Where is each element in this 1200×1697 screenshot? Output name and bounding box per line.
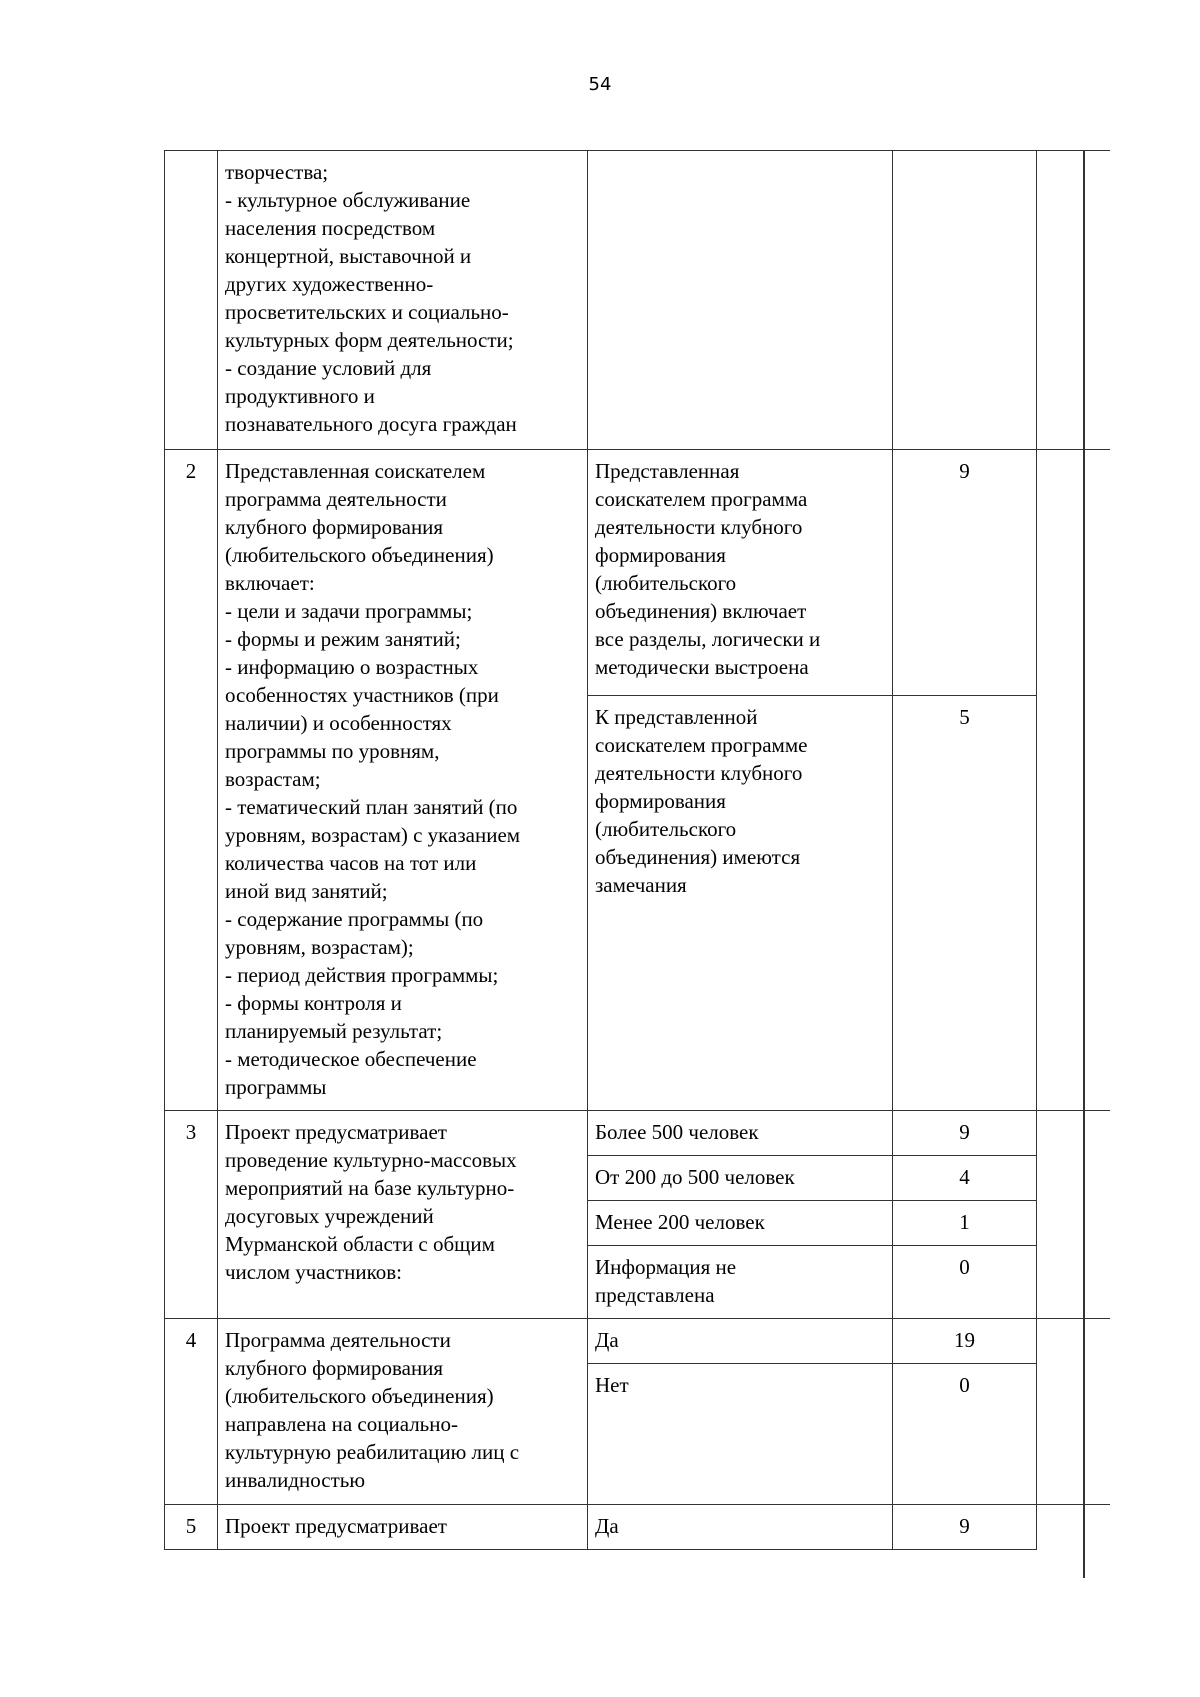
score-cell: 19 <box>893 1319 1037 1364</box>
score-cell: 9 <box>893 1505 1037 1550</box>
criterion-line: - формы контроля и <box>225 991 402 1015</box>
criterion-line: возрастам; <box>225 767 321 791</box>
criterion-line: уровням, возрастам); <box>225 935 414 959</box>
row-number-cell: 4 <box>165 1319 218 1505</box>
criterion-line: просветительских и социально- <box>225 300 509 324</box>
criterion-line: уровням, возрастам) с указанием <box>225 823 521 847</box>
option-line: От 200 до 500 человек <box>595 1165 795 1189</box>
score-cell: 4 <box>893 1156 1037 1201</box>
criterion-line: инвалидностью <box>225 1468 366 1492</box>
criterion-line: - содержание программы (по <box>225 907 484 931</box>
score-cell: 0 <box>893 1364 1037 1505</box>
criterion-line: клубного формирования <box>225 1356 444 1380</box>
criterion-line: особенностях участников (при <box>225 683 499 707</box>
row-number-cell: 2 <box>165 450 218 1111</box>
criterion-line: программы по уровням, <box>225 739 440 763</box>
option-line: все разделы, логически и <box>595 627 821 651</box>
criterion-line: населения посредством <box>225 216 436 240</box>
row-number-cell: 5 <box>165 1505 218 1550</box>
option-cell <box>588 1156 893 1201</box>
option-line: К представленной <box>595 705 758 729</box>
criterion-line: продуктивного и <box>225 384 375 408</box>
criterion-cell <box>218 450 588 1111</box>
option-line: (любительского <box>595 817 737 841</box>
criterion-line: Проект предусматривает <box>225 1120 447 1144</box>
score-cell: 1 <box>893 1201 1037 1246</box>
criterion-line: (любительского объединения) <box>225 543 494 567</box>
criterion-cell <box>218 1319 588 1505</box>
option-cell <box>588 1364 893 1505</box>
option-line: формирования <box>595 789 726 813</box>
criterion-line: - культурное обслуживание <box>225 188 471 212</box>
score-cell: 5 <box>893 696 1037 1111</box>
option-line: Представленная <box>595 459 740 483</box>
criterion-line: количества часов на тот или <box>225 851 477 875</box>
notes-cell <box>1037 1319 1111 1505</box>
criterion-line: других художественно- <box>225 272 434 296</box>
row-number-cell: 3 <box>165 1111 218 1319</box>
criterion-line: проведение культурно-массовых <box>225 1148 517 1172</box>
criterion-line: иной вид занятий; <box>225 879 388 903</box>
score-cell: 0 <box>893 1246 1037 1319</box>
criterion-line: включает: <box>225 571 315 595</box>
option-line: объединения) имеются <box>595 845 801 869</box>
table-row <box>165 151 1111 450</box>
notes-cell <box>1037 1505 1111 1550</box>
notes-cell <box>1037 1111 1111 1319</box>
table-row <box>165 1319 1111 1364</box>
option-cell <box>588 151 893 450</box>
option-line: деятельности клубного <box>595 761 803 785</box>
criterion-line: творчества; <box>225 160 329 184</box>
option-line: Более 500 человек <box>595 1120 759 1144</box>
criterion-line: - информацию о возрастных <box>225 655 479 679</box>
criterion-cell <box>218 1111 588 1319</box>
criterion-line: клубного формирования <box>225 515 444 539</box>
option-line: Да <box>595 1328 619 1352</box>
option-line: объединения) включает <box>595 599 807 623</box>
score-cell: 9 <box>893 450 1037 696</box>
option-line: Менее 200 человек <box>595 1210 765 1234</box>
option-line: Нет <box>595 1373 629 1397</box>
option-cell <box>588 696 893 1111</box>
option-cell <box>588 1246 893 1319</box>
criterion-line: планируемый результат; <box>225 1019 443 1043</box>
criterion-line: концертной, выставочной и <box>225 244 472 268</box>
criterion-line: - создание условий для <box>225 356 432 380</box>
criterion-line: числом участников: <box>225 1260 402 1284</box>
criterion-line: - формы и режим занятий; <box>225 627 461 651</box>
criterion-line: - тематический план занятий (по <box>225 795 518 819</box>
option-line: Информация не <box>595 1255 737 1279</box>
criterion-line: программа деятельности <box>225 487 447 511</box>
score-cell: 9 <box>893 1111 1037 1156</box>
option-line: деятельности клубного <box>595 515 803 539</box>
criterion-line: досуговых учреждений <box>225 1204 434 1228</box>
criterion-line: Мурманской области с общим <box>225 1232 495 1256</box>
option-cell <box>588 450 893 696</box>
criterion-cell <box>218 151 588 450</box>
option-line: формирования <box>595 543 726 567</box>
option-cell <box>588 1319 893 1364</box>
table-row <box>165 1111 1111 1156</box>
criterion-line: - методическое обеспечение <box>225 1047 477 1071</box>
option-line: (любительского <box>595 571 737 595</box>
table-row <box>165 450 1111 696</box>
criterion-line: наличии) и особенностях <box>225 711 452 735</box>
criteria-table <box>164 150 1110 1550</box>
option-line: методически выстроена <box>595 655 809 679</box>
criterion-line: Представленная соискателем <box>225 459 486 483</box>
option-cell <box>588 1201 893 1246</box>
criterion-line: познавательного досуга граждан <box>225 412 517 436</box>
option-line: замечания <box>595 873 687 897</box>
criterion-line: Программа деятельности <box>225 1328 451 1352</box>
criterion-cell <box>218 1505 588 1550</box>
criterion-line: культурную реабилитацию лиц с <box>225 1440 520 1464</box>
notes-cell <box>1037 450 1111 1111</box>
score-cell <box>893 151 1037 450</box>
option-line: Да <box>595 1514 619 1538</box>
option-line: представлена <box>595 1283 715 1307</box>
criterion-line: направлена на социально- <box>225 1412 458 1436</box>
option-line: соискателем программа <box>595 487 808 511</box>
notes-cell <box>1037 151 1111 450</box>
criterion-line: культурных форм деятельности; <box>225 328 514 352</box>
option-cell <box>588 1505 893 1550</box>
option-cell <box>588 1111 893 1156</box>
criterion-line: Проект предусматривает <box>225 1514 447 1538</box>
criterion-line: - период действия программы; <box>225 963 499 987</box>
option-line: соискателем программе <box>595 733 808 757</box>
table-row <box>165 1505 1111 1550</box>
page-number: 54 <box>588 74 612 95</box>
criterion-line: программы <box>225 1075 327 1099</box>
table-right-rule <box>1083 150 1085 1578</box>
criterion-line: (любительского объединения) <box>225 1384 494 1408</box>
row-number-cell <box>165 151 218 450</box>
criterion-line: - цели и задачи программы; <box>225 599 473 623</box>
criterion-line: мероприятий на базе культурно- <box>225 1176 515 1200</box>
